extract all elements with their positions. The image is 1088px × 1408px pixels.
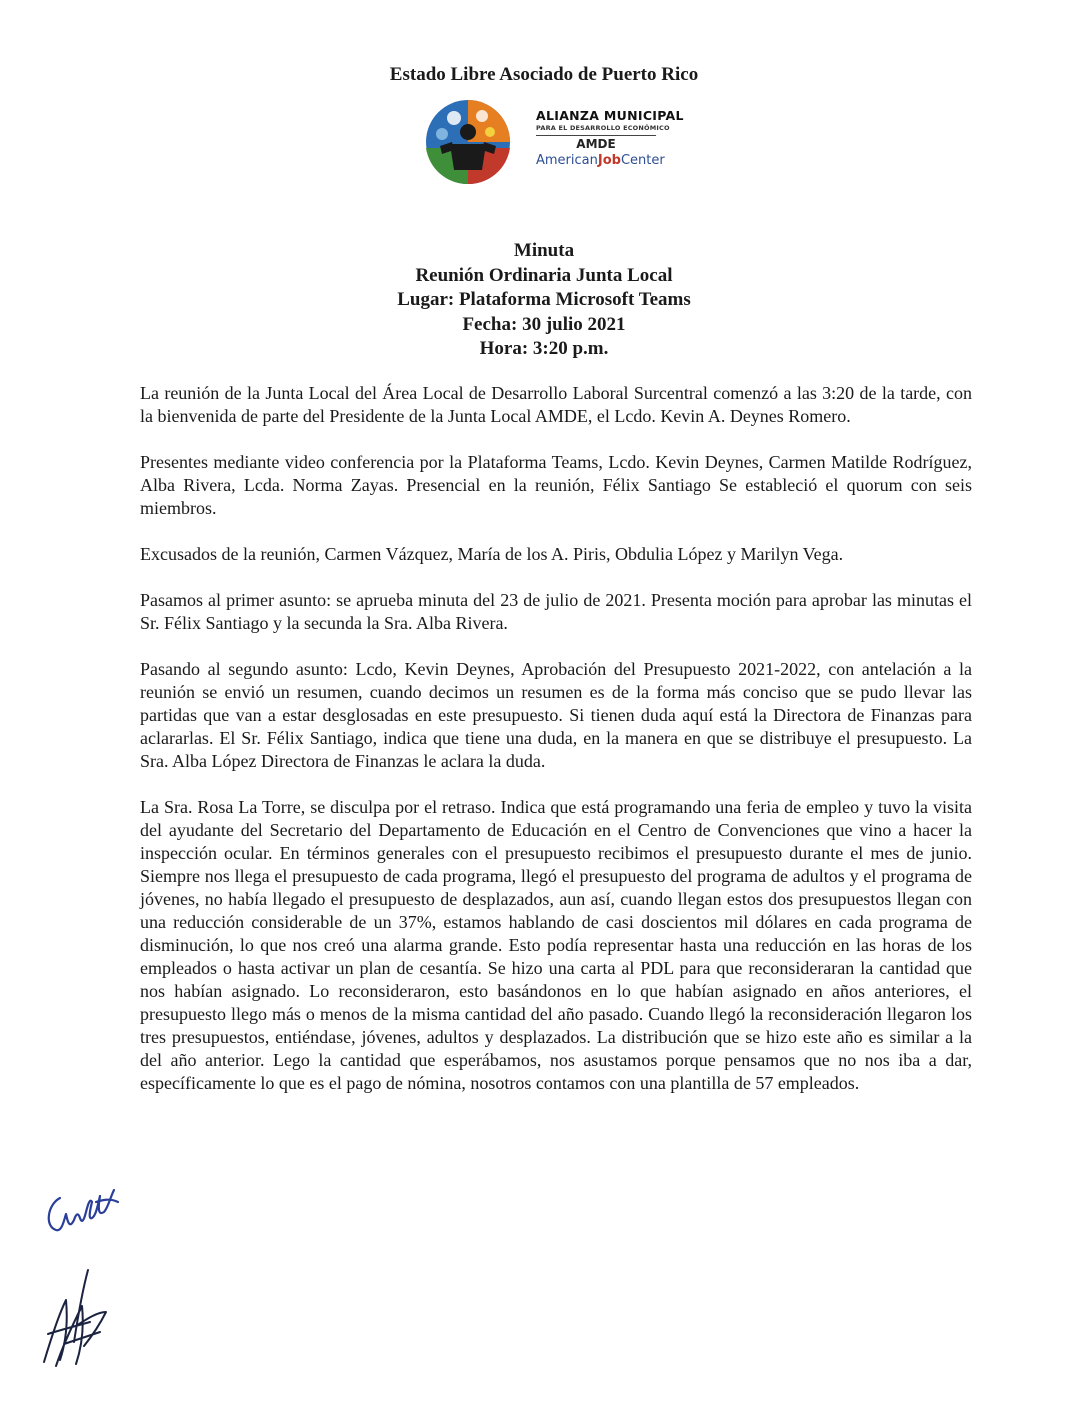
title-minuta: Minuta bbox=[513, 240, 575, 261]
paragraph-opening: La reunión de la Junta Local del Área Local de Desarrollo Laboral Surcentral comenzó a las 3:20 de la tarde, con la bienvenida de parte del Presidente de la Junta Local AMDE, el Lcdo. Kevin A. Deynes Romero. bbox=[140, 383, 972, 426]
title-date: Fecha: 30 julio 2021 bbox=[462, 313, 626, 335]
paragraph-second-item: Pasando al segundo asunto: Lcdo, Kevin Deynes, Aprobación del Presupuesto 2021-2022, con antelación a la reunión se envió un resumen, cuando decimos un resumen es de la forma más conciso que se pudo llevar las partidas que van a estar desglosadas en este presupuesto. Si tienen duda aquí está la Directora de Finanzas para aclararlas. El Sr. Félix Santiago, indica que tiene una duda, en la manera en que se distribuye el presupuesto. La Sra. Alba López Directora de Finanzas le aclara la duda. bbox=[140, 659, 972, 771]
brand-subtitle: PARA EL DESARROLLO ECONÓMICO bbox=[536, 124, 670, 132]
paragraph-budget-report: La Sra. Rosa La Torre, se disculpa por el retraso. Indica que está programando una feria de empleo y tuvo la visita del ayudante del Secretario del Departamento de Educación en el Centro de Convenciones que vino a hacer la inspección ocular. En términos generales con el presupuesto recibimos el presupuesto durante el mes de junio. Siempre nos llega el presupuesto de cada programa, llegó el presupuesto del programa de adultos y el programa de jóvenes, no había llegado el presupuesto de desplazados, aun así, cuando llegan estos dos presupuestos llegan con una reducción considerable de un 37%, estamos hablando de casi doscientos mil dólares en cada programa de disminución, lo que nos creó una alarma grande. Esto podía representar hasta una reducción en las horas de los empleados o hasta activar un plan de cesantía. Se hizo una carta al PDL para que reconsideraran la cantidad que nos habían asignado. Lo reconsideraron, esto basándonos en lo que habían asignado en años anteriores, el presupuesto llego más o menos de la misma cantidad del año pasado. Cuando llegó la reconsideración llegaron los tres presupuestos, entiéndase, jóvenes, adultos y desplazados. La distribución que se hizo este año es similar a la del año anterior. Lego la cantidad que esperábamos, nos asustamos porque pensamos que no nos iba a dar, específicamente lo que es el pago de nómina, nosotros contamos con una plantilla de 57 empleados. bbox=[140, 797, 972, 1093]
title-time: Hora: 3:20 p.m. bbox=[479, 338, 609, 359]
minutes-body bbox=[140, 382, 972, 1118]
header-title: Estado Libre Asociado de Puerto Rico bbox=[389, 64, 699, 85]
title-meeting-type: Reunión Ordinaria Junta Local bbox=[415, 264, 673, 286]
job-center-bold: Job bbox=[597, 153, 621, 168]
job-center-suffix: Center bbox=[620, 153, 665, 168]
handwritten-signature-icon bbox=[38, 1168, 128, 1248]
brand-acronym: AMDE bbox=[536, 135, 656, 151]
logo-text bbox=[536, 108, 706, 168]
job-center-wordmark bbox=[536, 153, 706, 168]
handwritten-initials-icon bbox=[36, 1262, 116, 1380]
organization-logo bbox=[424, 98, 704, 190]
minutes-title-block bbox=[0, 239, 1088, 362]
title-location: Lugar: Plataforma Microsoft Teams bbox=[397, 289, 691, 310]
paragraph-first-item: Pasamos al primer asunto: se aprueba minuta del 23 de julio de 2021. Presenta moción para aprobar las minutas el Sr. Félix Santiago y la secunda la Sra. Alba Rivera. bbox=[140, 590, 972, 633]
paragraph-attendees: Presentes mediante video conferencia por la Plataforma Teams, Lcdo. Kevin Deynes, Carmen Matilde Rodríguez, Alba Rivera, Lcda. Norma Zayas. Presencial en la reunión, Félix Santiago Se estableció el quorum con seis miembros. bbox=[140, 452, 972, 518]
paragraph-excused: Excusados de la reunión, Carmen Vázquez, María de los A. Piris, Obdulia López y Marilyn Vega. bbox=[140, 544, 844, 564]
job-center-prefix: American bbox=[536, 153, 598, 168]
brand-name: ALIANZA MUNICIPAL bbox=[536, 108, 684, 123]
logo-emblem-icon bbox=[424, 98, 520, 186]
